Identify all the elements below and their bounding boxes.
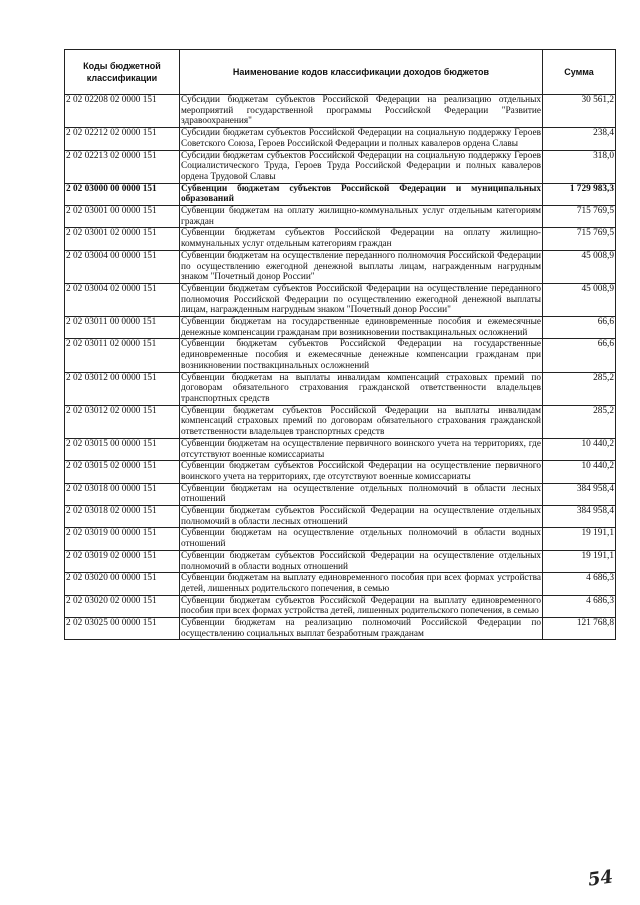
cell-sum: 285,2: [543, 405, 616, 438]
cell-code: 2 02 03019 02 0000 151: [65, 550, 180, 572]
cell-name: Субвенции бюджетам на выплату единовременного пособия при всех формах устройства детей, лишенных родительского попечения, в семью: [181, 573, 541, 594]
header-code: Коды бюджетной классификации: [65, 50, 180, 95]
cell-code: 2 02 03004 00 0000 151: [65, 250, 180, 283]
table-row: [65, 438, 616, 460]
cell-sum: 66,6: [543, 339, 616, 372]
cell-code: 2 02 03018 02 0000 151: [65, 506, 180, 528]
table-row: [65, 550, 616, 572]
cell-sum: 1 729 983,3: [543, 183, 616, 205]
cell-name: Субвенции бюджетам субъектов Российской Федерации и муниципальных образований: [181, 183, 541, 205]
cell-sum: 384 958,4: [543, 483, 616, 505]
cell-name: Субвенции бюджетам субъектов Российской Федерации на осуществление отдельных полномочий в области водных отношений: [181, 550, 541, 572]
cell-code: 2 02 03004 02 0000 151: [65, 283, 180, 316]
table-row: [65, 250, 616, 283]
table-row: [65, 206, 616, 228]
table-body: [65, 95, 616, 640]
cell-name: Субсидии бюджетам субъектов Российской Федерации на реализацию отдельных мероприятий государственной программы Российской Федерации "Развитие здравоохранения": [181, 95, 541, 127]
cell-code: 2 02 03019 00 0000 151: [65, 528, 180, 550]
cell-name: Субвенции бюджетам субъектов Российской Федерации на осуществление переданного полномочия Российской Федерации по осуществлению ежегодной денежной выплаты лицам, награжденным нагрудным знаком "Почетный донор России": [181, 283, 541, 316]
table-row: [65, 573, 616, 595]
cell-name: Субвенции бюджетам на осуществление первичного воинского учета на территориях, где отсутствуют военные комиссариаты: [181, 438, 541, 460]
table-row: [65, 483, 616, 505]
cell-code: 2 02 03011 02 0000 151: [65, 339, 180, 372]
table-header-row: [65, 50, 616, 95]
table-row: [65, 372, 616, 405]
cell-code: 2 02 03015 00 0000 151: [65, 438, 180, 460]
handwritten-page-number: 54: [586, 866, 615, 891]
cell-code: 2 02 03020 02 0000 151: [65, 595, 180, 617]
cell-sum: 4 686,3: [543, 595, 616, 617]
cell-sum: 715 769,5: [543, 228, 616, 250]
cell-name: Субсидии бюджетам субъектов Российской Федерации на социальную поддержку Героев Социалистического Труда, Героев Труда Российской Федерации и полных кавалеров ордена Трудовой Славы: [181, 150, 541, 182]
table-row: [65, 339, 616, 372]
cell-code: 2 02 03000 00 0000 151: [65, 183, 180, 205]
cell-sum: 30 561,2: [543, 95, 616, 128]
cell-code: 2 02 02208 02 0000 151: [65, 95, 180, 128]
cell-sum: 45 008,9: [543, 250, 616, 283]
cell-sum: 45 008,9: [543, 283, 616, 316]
table-row: [65, 183, 616, 205]
cell-name: Субвенции бюджетам на оплату жилищно-коммунальных услуг отдельным категориям граждан: [181, 206, 541, 227]
cell-name: Субвенции бюджетам на выплаты инвалидам компенсаций страховых премий по договорам обязательного страхования гражданской ответственности владельцев транспортных средств: [181, 372, 541, 404]
cell-sum: 4 686,3: [543, 573, 616, 595]
cell-sum: 66,6: [543, 317, 616, 339]
cell-name: Субвенции бюджетам на осуществление переданного полномочия Российской Федерации по осуществлению ежегодной денежной выплаты лицам, награжденным нагрудным знаком "Почетный донор России": [181, 250, 541, 283]
cell-sum: 121 768,8: [543, 618, 616, 640]
cell-code: 2 02 03011 00 0000 151: [65, 317, 180, 339]
cell-sum: 238,4: [543, 128, 616, 150]
table-row: [65, 618, 616, 640]
cell-code: 2 02 03018 00 0000 151: [65, 483, 180, 505]
table-row: [65, 595, 616, 617]
cell-sum: 715 769,5: [543, 206, 616, 228]
cell-code: 2 02 03025 00 0000 151: [65, 618, 180, 640]
cell-name: Субсидии бюджетам субъектов Российской Федерации на социальную поддержку Героев Советского Союза, Героев Российской Федерации и полных кавалеров ордена Славы: [181, 128, 541, 149]
header-sum: Сумма: [543, 50, 616, 95]
cell-name: Субвенции бюджетам на осуществление отдельных полномочий в области водных отношений: [181, 528, 541, 550]
cell-name: Субвенции бюджетам на государственные единовременные пособия и ежемесячные денежные компенсации гражданам при возникновении поствакцинальных осложнений: [181, 317, 541, 338]
header-name: Наименование кодов классификации доходов бюджетов: [180, 50, 543, 95]
cell-name: Субвенции бюджетам субъектов Российской Федерации на оплату жилищно-коммунальных услуг отдельным категориям граждан: [181, 228, 541, 250]
cell-code: 2 02 03015 02 0000 151: [65, 461, 180, 483]
cell-code: 2 02 03012 00 0000 151: [65, 372, 180, 405]
cell-code: 2 02 02212 02 0000 151: [65, 128, 180, 150]
table-row: [65, 95, 616, 128]
table-row: [65, 128, 616, 150]
table-row: [65, 528, 616, 550]
table-row: [65, 283, 616, 316]
cell-sum: 19 191,1: [543, 550, 616, 572]
cell-sum: 19 191,1: [543, 528, 616, 550]
cell-name: Субвенции бюджетам на осуществление отдельных полномочий в области лесных отношений: [181, 483, 541, 505]
table-row: [65, 317, 616, 339]
cell-code: 2 02 03020 00 0000 151: [65, 573, 180, 595]
cell-sum: 384 958,4: [543, 506, 616, 528]
cell-sum: 318,0: [543, 150, 616, 183]
cell-name: Субвенции бюджетам субъектов Российской Федерации на выплату единовременного пособия при всех формах устройства детей, лишенных родительского попечения, в семью: [181, 595, 541, 617]
table-row: [65, 405, 616, 438]
cell-code: 2 02 03001 00 0000 151: [65, 206, 180, 228]
cell-sum: 285,2: [543, 372, 616, 405]
table-row: [65, 228, 616, 250]
cell-code: 2 02 03012 02 0000 151: [65, 405, 180, 438]
cell-name: Субвенции бюджетам субъектов Российской Федерации на осуществление первичного воинского учета на территориях, где отсутствуют военные комиссариаты: [181, 461, 541, 482]
budget-revenue-table: [64, 49, 616, 640]
cell-code: 2 02 02213 02 0000 151: [65, 150, 180, 183]
cell-code: 2 02 03001 02 0000 151: [65, 228, 180, 250]
cell-sum: 10 440,2: [543, 461, 616, 483]
cell-name: Субвенции бюджетам субъектов Российской Федерации на осуществление отдельных полномочий в области лесных отношений: [181, 506, 541, 527]
cell-name: Субвенции бюджетам субъектов Российской Федерации на государственные единовременные пособия и ежемесячные денежные компенсации гражданам при возникновении поствакцинальных осложнений: [181, 339, 541, 371]
cell-name: Субвенции бюджетам на реализацию полномочий Российской Федерации по осуществлению социальных выплат безработным гражданам: [181, 618, 541, 639]
table-row: [65, 461, 616, 483]
cell-name: Субвенции бюджетам субъектов Российской Федерации на выплаты инвалидам компенсаций страховых премий по договорам обязательного страхования гражданской ответственности владельцев транспортных средств: [181, 405, 541, 438]
cell-sum: 10 440,2: [543, 438, 616, 460]
table-row: [65, 506, 616, 528]
table-row: [65, 150, 616, 183]
